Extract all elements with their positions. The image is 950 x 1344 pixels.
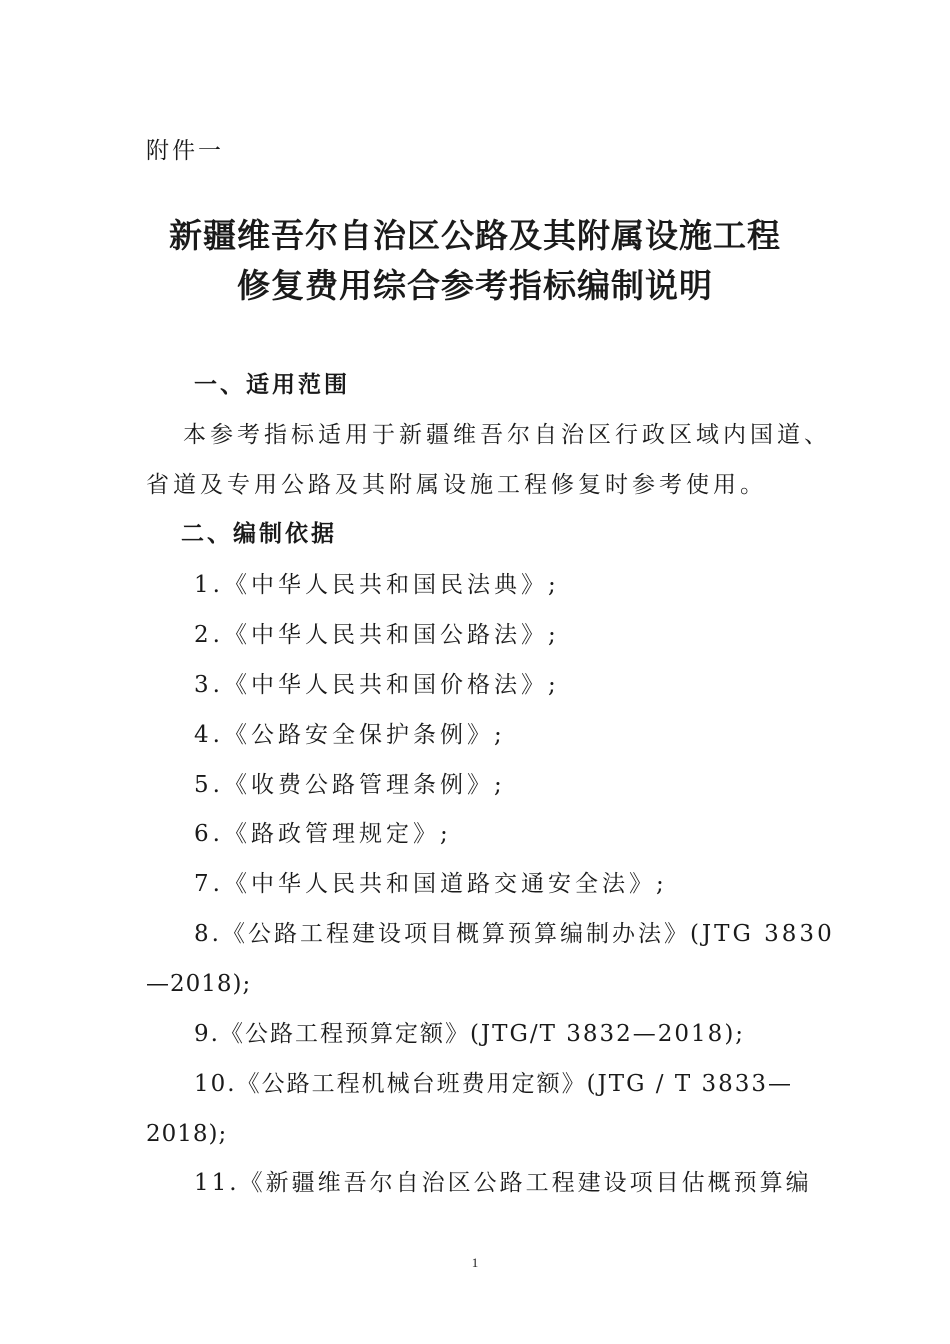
scope-paragraph-line-2: 省道及专用公路及其附属设施工程修复时参考使用。 [146,472,767,498]
basis-item-continuation: 2018); [146,1121,228,1147]
basis-item: 7.《中华人民共和国道路交通安全法》; [194,871,668,897]
basis-item: 1.《中华人民共和国民法典》; [194,572,560,598]
document-title-line-2: 修复费用综合参考指标编制说明 [237,266,713,305]
section-heading-basis: 二、编制依据 [181,521,337,547]
basis-item: 4.《公路安全保护条例》; [194,722,506,748]
document-title-line-1: 新疆维吾尔自治区公路及其附属设施工程 [169,216,781,255]
basis-item: 3.《中华人民共和国价格法》; [194,672,560,698]
basis-item: 11.《新疆维吾尔自治区公路工程建设项目估概预算编 [194,1170,812,1196]
section-heading-scope: 一、适用范围 [194,372,350,398]
scope-paragraph-line-1: 本参考指标适用于新疆维吾尔自治区行政区域内国道、 [183,422,831,448]
basis-item: 10.《公路工程机械台班费用定额》(JTG / T 3833— [194,1071,794,1097]
basis-item: 6.《路政管理规定》; [194,821,452,847]
page-number: 1 [471,1255,479,1270]
basis-item: 2.《中华人民共和国公路法》; [194,622,560,648]
basis-item-continuation: —2018); [146,971,252,997]
annex-label: 附件一 [146,138,224,164]
basis-item: 5.《收费公路管理条例》; [194,772,506,798]
basis-item: 8.《公路工程建设项目概算预算编制办法》(JTG 3830 [194,921,835,947]
basis-item: 9.《公路工程预算定额》(JTG/T 3832—2018); [194,1021,746,1047]
